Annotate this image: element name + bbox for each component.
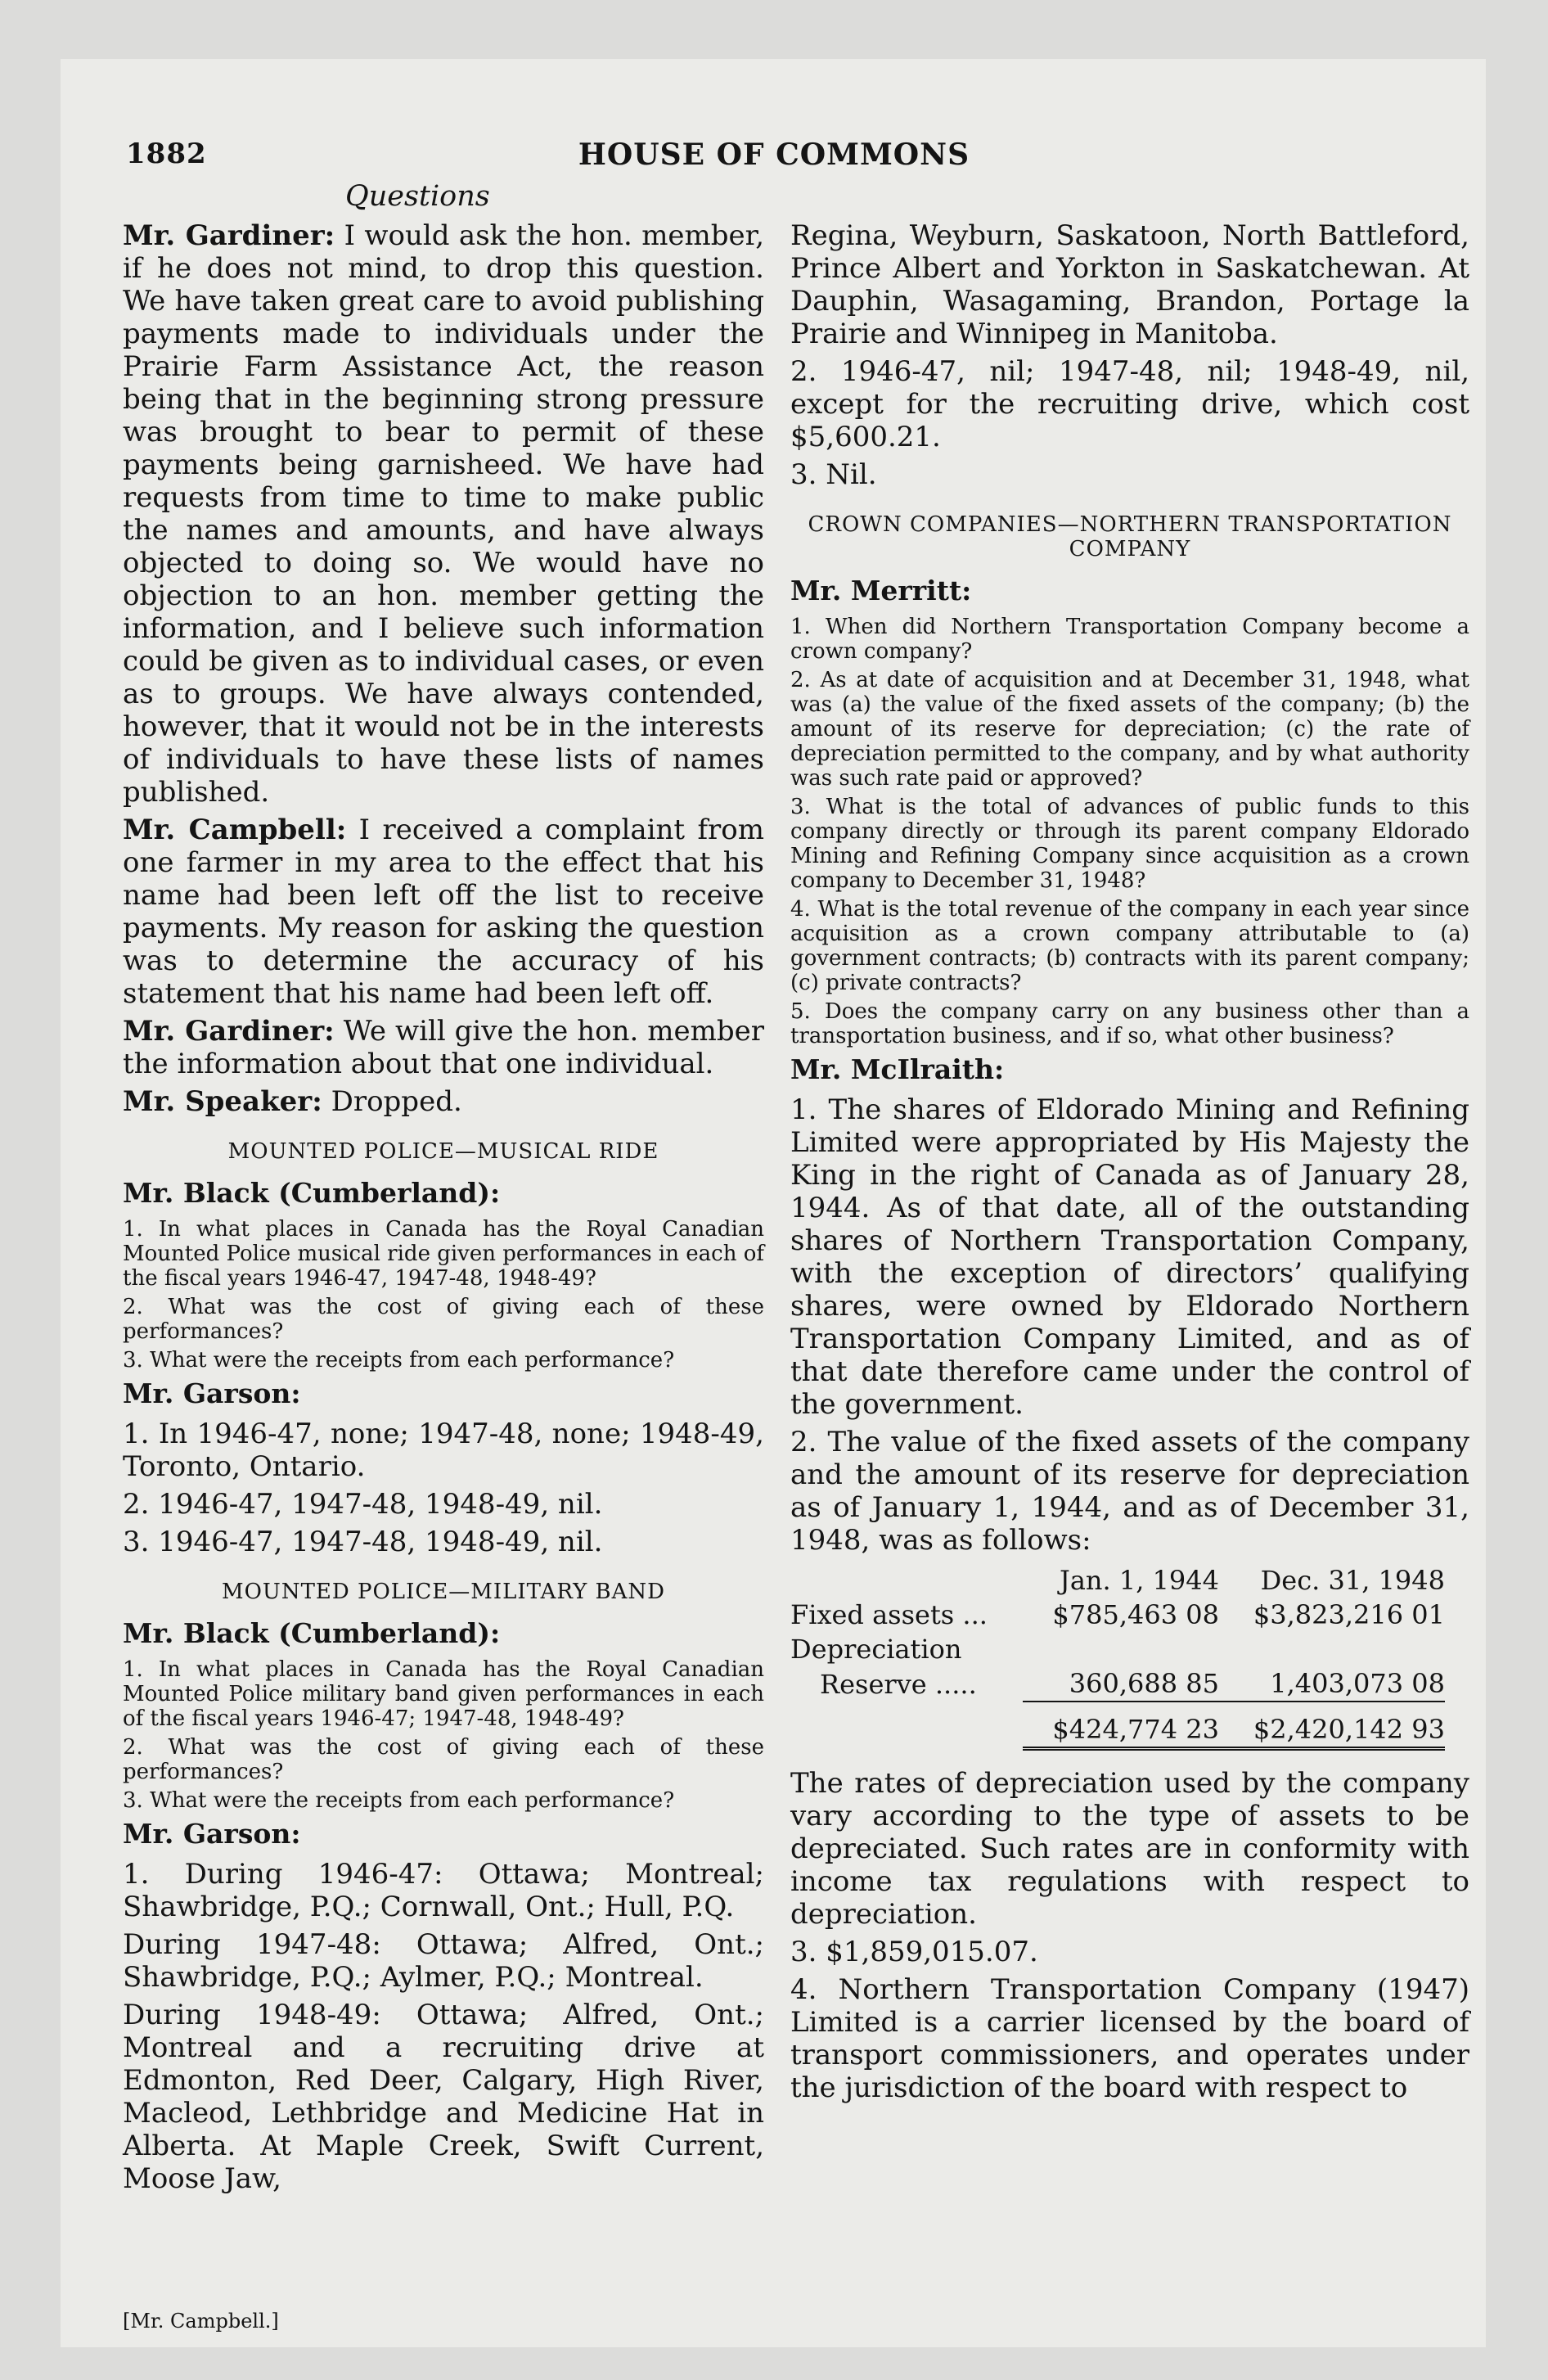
answer-text: 1. During 1946-47: Ottawa; Montreal; Shawbridge, P.Q.; Cornwall, Ont.; Hull, P.Q. xyxy=(123,1858,764,1923)
answer-text: 4. Northern Transportation Company (1947) Limited is a carrier licensed by the board of transport commissioners, and operates under the jurisdiction of the board with respect to xyxy=(790,1973,1469,2104)
question-text: 3. What were the receipts from each performance? xyxy=(123,1788,675,1813)
table-row xyxy=(790,1632,1445,1666)
column-header: Dec. 31, 1948 xyxy=(1260,1565,1445,1596)
question-text: 5. Does the company carry on any business other than a transportation business, and if so, what other business? xyxy=(790,999,1469,1048)
paragraph-text: I received a complaint from one farmer in my area to the effect that his name had been left off the list to receive payments. My reason for asking the question was to determine the accuracy of his statement that his name had been left off. xyxy=(123,814,764,1010)
speaker-name: Mr. McIlraith: xyxy=(790,1053,1005,1085)
left-column xyxy=(123,219,764,2200)
table-cell: $785,463 08 xyxy=(1052,1599,1219,1630)
speaker-name: Mr. Black (Cumberland): xyxy=(123,1177,501,1209)
question-text: 1. In what places in Canada has the Royal Canadian Mounted Police musical ride given performances in each of the fiscal years 1946-47, 1947-48, 1948-49? xyxy=(123,1217,764,1291)
table-header-row xyxy=(790,1563,1445,1598)
table-total-row xyxy=(790,1702,1445,1749)
question-text: 2. What was the cost of giving each of these performances? xyxy=(123,1735,764,1784)
speaker-name: Mr. Speaker: xyxy=(123,1085,322,1118)
answer-text: 1. The shares of Eldorado Mining and Refining Limited were appropriated by His Majesty the King in the right of Canada as of January 28, 1944. As of that date, all of the outstanding shares of Northern Transportation Company, with the exception of directors’ qualifying shares, were owned by Eldorado Northern Transportation Company Limited, and as of that date therefore came under the control of the government. xyxy=(790,1093,1469,1421)
answer-text: During 1947-48: Ottawa; Alfred, Ont.; Shawbridge, P.Q.; Aylmer, P.Q.; Montreal. xyxy=(123,1928,764,1994)
section-title: CROWN COMPANIES—NORTHERN TRANSPORTATION COMPANY xyxy=(808,512,1452,561)
speaker-name: Mr. Garson: xyxy=(123,1377,301,1409)
answer-text: 2. The value of the fixed assets of the company and the amount of its reserve for depreciation as of January 1, 1944, and as of December 31, 1948, was as follows: xyxy=(790,1426,1469,1557)
question-text: 3. What is the total of advances of public funds to this company directly or through its parent company Eldorado Mining and Refining Company since acquisition as a crown company to December 31, 1948? xyxy=(790,795,1469,893)
paragraph-text: Dropped. xyxy=(331,1085,462,1118)
answer-text: The rates of depreciation used by the company vary according to the type of assets to be depreciated. Such rates are in conformity with income tax regulations with respect to depreciation. xyxy=(790,1767,1469,1931)
answer-text: During 1948-49: Ottawa; Alfred, Ont.; Montreal and a recruiting drive at Edmonton, Red Deer, Calgary, High River, Macleod, Lethbridge and Medicine Hat in Alberta. At Maple Creek, Swift Current, Moose Jaw, xyxy=(123,1999,764,2195)
table-cell: 360,688 85 xyxy=(1023,1666,1219,1702)
right-column xyxy=(790,219,1469,2109)
paragraph xyxy=(123,814,764,1010)
section-title: MOUNTED POLICE—MUSICAL RIDE xyxy=(227,1139,659,1164)
footer-note: [Mr. Campbell.] xyxy=(123,2310,279,2333)
answer-text: 3. 1946-47, 1947-48, 1948-49, nil. xyxy=(123,1526,603,1558)
speaker-name: Mr. Black (Cumberland): xyxy=(123,1617,501,1649)
table-cell xyxy=(790,1702,1023,1749)
answer-text: 3. $1,859,015.07. xyxy=(790,1936,1038,1968)
question-text: 4. What is the total revenue of the company in each year since acquisition as a crown company attributable to (a) government contracts; (b) contracts with its parent company; (c) private contracts? xyxy=(790,897,1469,995)
row-label: Fixed assets ... xyxy=(790,1599,988,1630)
speaker-name: Mr. Campbell: xyxy=(123,814,347,846)
assets-table xyxy=(790,1563,1445,1751)
paragraph-text: We will give the hon. member the information about that one individual. xyxy=(123,1015,764,1080)
table-cell: $424,774 23 xyxy=(1023,1702,1219,1749)
row-label: Depreciation xyxy=(790,1634,962,1665)
page-number: 1882 xyxy=(126,137,207,170)
answer-text: Regina, Weyburn, Saskatoon, North Battleford, Prince Albert and Yorkton in Saskatchewan. At Dauphin, Wasagaming, Brandon, Portage la Prairie and Winnipeg in Manitoba. xyxy=(790,219,1469,350)
answer-text: 2. 1946-47, nil; 1947-48, nil; 1948-49, nil, except for the recruiting drive, which cost $5,600.21. xyxy=(790,355,1469,453)
question-text: 1. When did Northern Transportation Company become a crown company? xyxy=(790,615,1469,664)
question-text: 2. As at date of acquisition and at December 31, 1948, what was (a) the value of the fixed assets of the company; (b) the amount of its reserve for depreciation; (c) the rate of depreciation permitted to the company, and by what authority was such rate paid or approved? xyxy=(790,668,1469,791)
page-title: HOUSE OF COMMONS xyxy=(578,137,970,172)
paragraph xyxy=(123,1085,764,1118)
table-cell xyxy=(1219,1632,1445,1666)
table-row xyxy=(790,1666,1445,1702)
table-cell xyxy=(1023,1632,1219,1666)
answer-text: 1. In 1946-47, none; 1947-48, none; 1948-49, Toronto, Ontario. xyxy=(123,1418,764,1483)
section-heading: Questions xyxy=(345,180,490,213)
question-text: 1. In what places in Canada has the Royal Canadian Mounted Police military band given performances in each of the fiscal years 1946-47; 1947-48, 1948-49? xyxy=(123,1657,764,1731)
paragraph xyxy=(123,219,764,809)
paragraph-text: I would ask the hon. member, if he does not mind, to drop this question. We have taken great care to avoid publishing payments made to individuals under the Prairie Farm Assistance Act, the reason being that in the beginning strong pressure was brought to bear to permit of these payments being garnisheed. We have had requests from time to time to make public the names and amounts, and have always objected to doing so. We would have no objection to an hon. member getting the information, and I believe such information could be given as to individual cases, or even as to groups. We have always contended, however, that it would not be in the interests of individuals to have these lists of names published. xyxy=(123,219,765,809)
answer-text: 3. Nil. xyxy=(790,458,877,491)
table-cell xyxy=(790,1563,1023,1598)
speaker-name: Mr. Merritt: xyxy=(790,575,972,606)
answer-text: 2. 1946-47, 1947-48, 1948-49, nil. xyxy=(123,1488,603,1521)
table-cell: $3,823,216 01 xyxy=(1253,1599,1445,1630)
paragraph xyxy=(123,1015,764,1080)
speaker-name: Mr. Garson: xyxy=(123,1818,301,1850)
table-row xyxy=(790,1598,1445,1632)
table-cell: 1,403,073 08 xyxy=(1219,1666,1445,1702)
row-label: Reserve ..... xyxy=(820,1669,977,1700)
speaker-name: Mr. Gardiner: xyxy=(123,1015,335,1048)
speaker-name: Mr. Gardiner: xyxy=(123,219,335,252)
question-text: 2. What was the cost of giving each of these performances? xyxy=(123,1295,764,1344)
table-cell: $2,420,142 93 xyxy=(1219,1702,1445,1749)
question-text: 3. What were the receipts from each performance? xyxy=(123,1348,675,1373)
column-header: Jan. 1, 1944 xyxy=(1060,1565,1219,1596)
section-title: MOUNTED POLICE—MILITARY BAND xyxy=(221,1580,666,1604)
